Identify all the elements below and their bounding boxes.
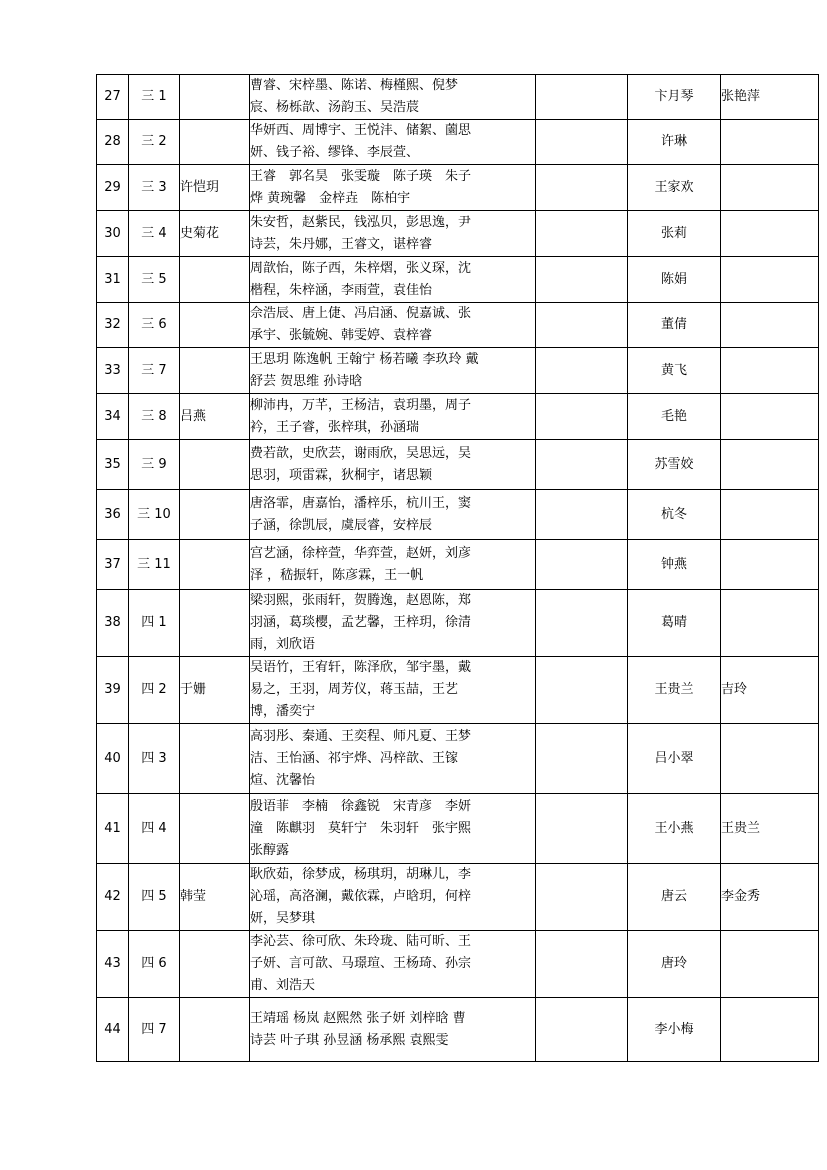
second-teacher-cell <box>721 348 819 394</box>
table-row <box>97 348 819 394</box>
blank-cell <box>536 590 628 657</box>
leader-cell <box>180 75 250 120</box>
second-teacher-cell <box>721 120 819 165</box>
student-names-line: 博，潘奕宁 <box>250 704 316 719</box>
row-number-cell: 38 <box>97 590 129 657</box>
leader-cell <box>180 348 250 394</box>
class-cell: 三 8 <box>129 394 180 440</box>
class-cell: 三 2 <box>129 120 180 165</box>
teacher-cell: 苏雪姣 <box>628 440 721 490</box>
class-cell: 三 7 <box>129 348 180 394</box>
student-names-line: 宸、杨栎歆、汤韵玉、吴浩莀 <box>250 100 420 115</box>
table-row <box>97 490 819 540</box>
leader-cell <box>180 490 250 540</box>
table-row <box>97 120 819 165</box>
class-roster-table <box>96 74 819 1062</box>
row-number-cell: 39 <box>97 657 129 724</box>
leader-cell: 于姗 <box>180 657 250 724</box>
leader-cell <box>180 120 250 165</box>
row-number-cell: 28 <box>97 120 129 165</box>
row-number-cell: 34 <box>97 394 129 440</box>
leader-cell: 许恺玥 <box>180 165 250 211</box>
blank-cell <box>536 120 628 165</box>
teacher-cell: 唐云 <box>628 864 721 931</box>
row-number-cell: 30 <box>97 211 129 257</box>
row-number-cell: 32 <box>97 303 129 348</box>
table-row <box>97 540 819 590</box>
student-names-line: 王靖瑶 杨岚 赵熙然 张子妍 刘梓晗 曹 <box>250 1010 466 1026</box>
student-names-line: 朱安哲，赵紫民，钱泓贝，彭思逸，尹 <box>250 214 472 230</box>
teacher-cell: 卞月琴 <box>628 75 721 120</box>
students-cell <box>250 490 536 540</box>
blank-cell <box>536 540 628 590</box>
blank-cell <box>536 657 628 724</box>
teacher-cell: 李小梅 <box>628 998 721 1062</box>
students-cell <box>250 211 536 257</box>
student-names-line: 易之，王羽，周芳仪，蒋玉喆，王艺 <box>250 682 459 697</box>
teacher-cell: 钟燕 <box>628 540 721 590</box>
blank-cell <box>536 794 628 864</box>
class-cell: 四 3 <box>129 724 180 794</box>
leader-cell <box>180 303 250 348</box>
student-names-line: 子妍、言可歆、马璟瑄、王杨琦、孙宗 <box>250 956 472 971</box>
students-cell <box>250 931 536 998</box>
row-number-cell: 41 <box>97 794 129 864</box>
row-number-cell: 43 <box>97 931 129 998</box>
leader-cell: 吕燕 <box>180 394 250 440</box>
class-cell: 四 5 <box>129 864 180 931</box>
students-cell <box>250 348 536 394</box>
student-names-line: 诗芸 叶子琪 孙昱涵 杨承熙 袁熙雯 <box>250 1032 449 1048</box>
roster-body <box>97 75 819 1062</box>
student-names-line: 曹睿、宋梓墨、陈诺、梅槿熙、倪梦 <box>250 78 459 93</box>
row-number-cell: 37 <box>97 540 129 590</box>
student-names-line: 子涵，徐凯辰，虞辰睿，安梓辰 <box>250 517 433 533</box>
second-teacher-cell <box>721 394 819 440</box>
student-names-line: 周歆怡，陈子西，朱梓熠，张义琛，沈 <box>250 260 472 276</box>
class-cell: 四 1 <box>129 590 180 657</box>
students-cell <box>250 998 536 1062</box>
second-teacher-cell <box>721 440 819 490</box>
student-names-line: 梁羽熙，张雨轩，贺腾逸，赵恩陈，郑 <box>250 593 472 608</box>
class-cell: 三 4 <box>129 211 180 257</box>
teacher-cell: 葛晴 <box>628 590 721 657</box>
class-cell: 四 4 <box>129 794 180 864</box>
student-names-line: 王思玥 陈逸帆 王翰宁 杨若曦 李玖玲 戴 <box>250 351 479 367</box>
blank-cell <box>536 257 628 303</box>
student-names-line: 李沁芸、徐可欣、朱玲珑、陆可昕、王 <box>250 934 472 949</box>
blank-cell <box>536 394 628 440</box>
second-teacher-cell <box>721 590 819 657</box>
student-names-line: 思羽，项雷霖，狄桐宇，诸思颖 <box>250 467 433 483</box>
teacher-cell: 陈娟 <box>628 257 721 303</box>
leader-cell: 史菊花 <box>180 211 250 257</box>
second-teacher-cell: 张艳萍 <box>721 75 819 120</box>
table-row <box>97 998 819 1062</box>
student-names-line: 羽涵，葛琰樱，孟艺馨，王梓玥，徐清 <box>250 615 472 630</box>
table-row <box>97 657 819 724</box>
student-names-line: 衿，王子睿，张梓琪，孙涵瑞 <box>250 419 420 435</box>
class-cell: 三 5 <box>129 257 180 303</box>
student-names-line: 王睿 郭名昊 张雯璇 陈子瑛 朱子 <box>250 168 472 184</box>
student-names-line: 煊、沈馨怡 <box>250 772 316 788</box>
leader-cell <box>180 590 250 657</box>
second-teacher-cell <box>721 724 819 794</box>
row-number-cell: 35 <box>97 440 129 490</box>
students-cell <box>250 794 536 864</box>
students-cell <box>250 657 536 724</box>
blank-cell <box>536 211 628 257</box>
student-names-line: 舒芸 贺思维 孙诗晗 <box>250 373 363 389</box>
students-cell <box>250 590 536 657</box>
class-cell: 三 11 <box>129 540 180 590</box>
student-names-line: 妍、钱子裕、缪锋、李辰萱、 <box>250 145 420 160</box>
blank-cell <box>536 348 628 394</box>
table-row <box>97 257 819 303</box>
teacher-cell: 许琳 <box>628 120 721 165</box>
student-names-line: 沁瑶，高洛澜，戴依霖，卢晗玥，何梓 <box>250 889 472 904</box>
table-row <box>97 211 819 257</box>
table-row <box>97 303 819 348</box>
leader-cell <box>180 440 250 490</box>
teacher-cell: 张莉 <box>628 211 721 257</box>
student-names-line: 耿欣茹，徐梦成，杨琪玥，胡琳儿，李 <box>250 867 472 882</box>
student-names-line: 甫、刘浩天 <box>250 978 316 993</box>
table-row <box>97 794 819 864</box>
row-number-cell: 33 <box>97 348 129 394</box>
student-names-line: 殷语菲 李楠 徐鑫锐 宋青彦 李妍 <box>250 798 472 814</box>
students-cell <box>250 257 536 303</box>
blank-cell <box>536 864 628 931</box>
leader-cell <box>180 724 250 794</box>
teacher-cell: 王小燕 <box>628 794 721 864</box>
blank-cell <box>536 75 628 120</box>
second-teacher-cell <box>721 540 819 590</box>
student-names-line: 潼 陈麒羽 莫轩宁 朱羽轩 张宇熙 <box>250 820 472 836</box>
students-cell <box>250 440 536 490</box>
student-names-line: 承宇、张毓婉、韩雯婷、袁梓睿 <box>250 328 433 343</box>
second-teacher-cell <box>721 165 819 211</box>
second-teacher-cell: 吉玲 <box>721 657 819 724</box>
teacher-cell: 董倩 <box>628 303 721 348</box>
second-teacher-cell <box>721 303 819 348</box>
teacher-cell: 吕小翠 <box>628 724 721 794</box>
leader-cell <box>180 794 250 864</box>
second-teacher-cell <box>721 998 819 1062</box>
table-row <box>97 394 819 440</box>
blank-cell <box>536 931 628 998</box>
second-teacher-cell <box>721 211 819 257</box>
second-teacher-cell: 李金秀 <box>721 864 819 931</box>
row-number-cell: 29 <box>97 165 129 211</box>
teacher-cell: 杭冬 <box>628 490 721 540</box>
blank-cell <box>536 724 628 794</box>
row-number-cell: 27 <box>97 75 129 120</box>
class-cell: 三 3 <box>129 165 180 211</box>
table-row <box>97 931 819 998</box>
teacher-cell: 王家欢 <box>628 165 721 211</box>
table-row <box>97 440 819 490</box>
teacher-cell: 毛艳 <box>628 394 721 440</box>
second-teacher-cell: 王贵兰 <box>721 794 819 864</box>
class-cell: 四 6 <box>129 931 180 998</box>
student-names-line: 烨 黄琬馨 金梓垚 陈柏宇 <box>250 190 411 206</box>
student-names-line: 佘浩辰、唐上倢、冯启涵、倪嘉诚、张 <box>250 306 472 321</box>
table-row <box>97 724 819 794</box>
student-names-line: 楷程，朱梓涵，李雨萱，袁佳怡 <box>250 282 433 298</box>
students-cell <box>250 120 536 165</box>
leader-cell: 韩莹 <box>180 864 250 931</box>
teacher-cell: 王贵兰 <box>628 657 721 724</box>
class-cell: 四 7 <box>129 998 180 1062</box>
student-names-line: 华妍西、周博宇、王悦沣、储絮、薗思 <box>250 123 472 138</box>
student-names-line: 妍，吴梦琪 <box>250 911 316 926</box>
blank-cell <box>536 490 628 540</box>
class-cell: 三 10 <box>129 490 180 540</box>
leader-cell <box>180 257 250 303</box>
row-number-cell: 36 <box>97 490 129 540</box>
student-names-line: 高羽彤、秦通、王奕程、师凡夏、王梦 <box>250 728 472 744</box>
blank-cell <box>536 165 628 211</box>
student-names-line: 唐洛霏，唐嘉怡，潘梓乐，杭川王，窦 <box>250 495 472 511</box>
table-row <box>97 864 819 931</box>
student-names-line: 张醇露 <box>250 842 290 858</box>
table-row <box>97 75 819 120</box>
students-cell <box>250 75 536 120</box>
second-teacher-cell <box>721 931 819 998</box>
student-names-line: 柳沛冉，万芊，王杨洁，袁玥墨，周子 <box>250 397 472 413</box>
blank-cell <box>536 998 628 1062</box>
table-row <box>97 165 819 211</box>
class-cell: 三 1 <box>129 75 180 120</box>
blank-cell <box>536 440 628 490</box>
teacher-cell: 黄飞 <box>628 348 721 394</box>
student-names-line: 费若歆，史欣芸，谢雨欣，吴思远，吴 <box>250 445 472 461</box>
teacher-cell: 唐玲 <box>628 931 721 998</box>
student-names-line: 宫艺涵，徐梓萱，华弈萱，赵妍，刘彦 <box>250 545 472 561</box>
students-cell <box>250 540 536 590</box>
second-teacher-cell <box>721 257 819 303</box>
student-names-line: 诗芸，朱丹娜，王睿文，谌梓睿 <box>250 236 433 252</box>
leader-cell <box>180 540 250 590</box>
row-number-cell: 40 <box>97 724 129 794</box>
row-number-cell: 42 <box>97 864 129 931</box>
student-names-line: 吴语竹，王宥轩，陈泽欣，邹宇墨，戴 <box>250 660 472 675</box>
blank-cell <box>536 303 628 348</box>
table-row <box>97 590 819 657</box>
second-teacher-cell <box>721 490 819 540</box>
leader-cell <box>180 931 250 998</box>
row-number-cell: 31 <box>97 257 129 303</box>
students-cell <box>250 864 536 931</box>
students-cell <box>250 394 536 440</box>
student-names-line: 雨，刘欣语 <box>250 637 316 652</box>
students-cell <box>250 165 536 211</box>
leader-cell <box>180 998 250 1062</box>
class-cell: 三 9 <box>129 440 180 490</box>
row-number-cell: 44 <box>97 998 129 1062</box>
students-cell <box>250 303 536 348</box>
student-names-line: 洁、王怡涵、祁宇烨、冯梓歆、王镓 <box>250 750 459 766</box>
class-cell: 三 6 <box>129 303 180 348</box>
student-names-line: 泽 ，嵇振轩，陈彦霖，王一帆 <box>250 567 424 583</box>
students-cell <box>250 724 536 794</box>
class-cell: 四 2 <box>129 657 180 724</box>
